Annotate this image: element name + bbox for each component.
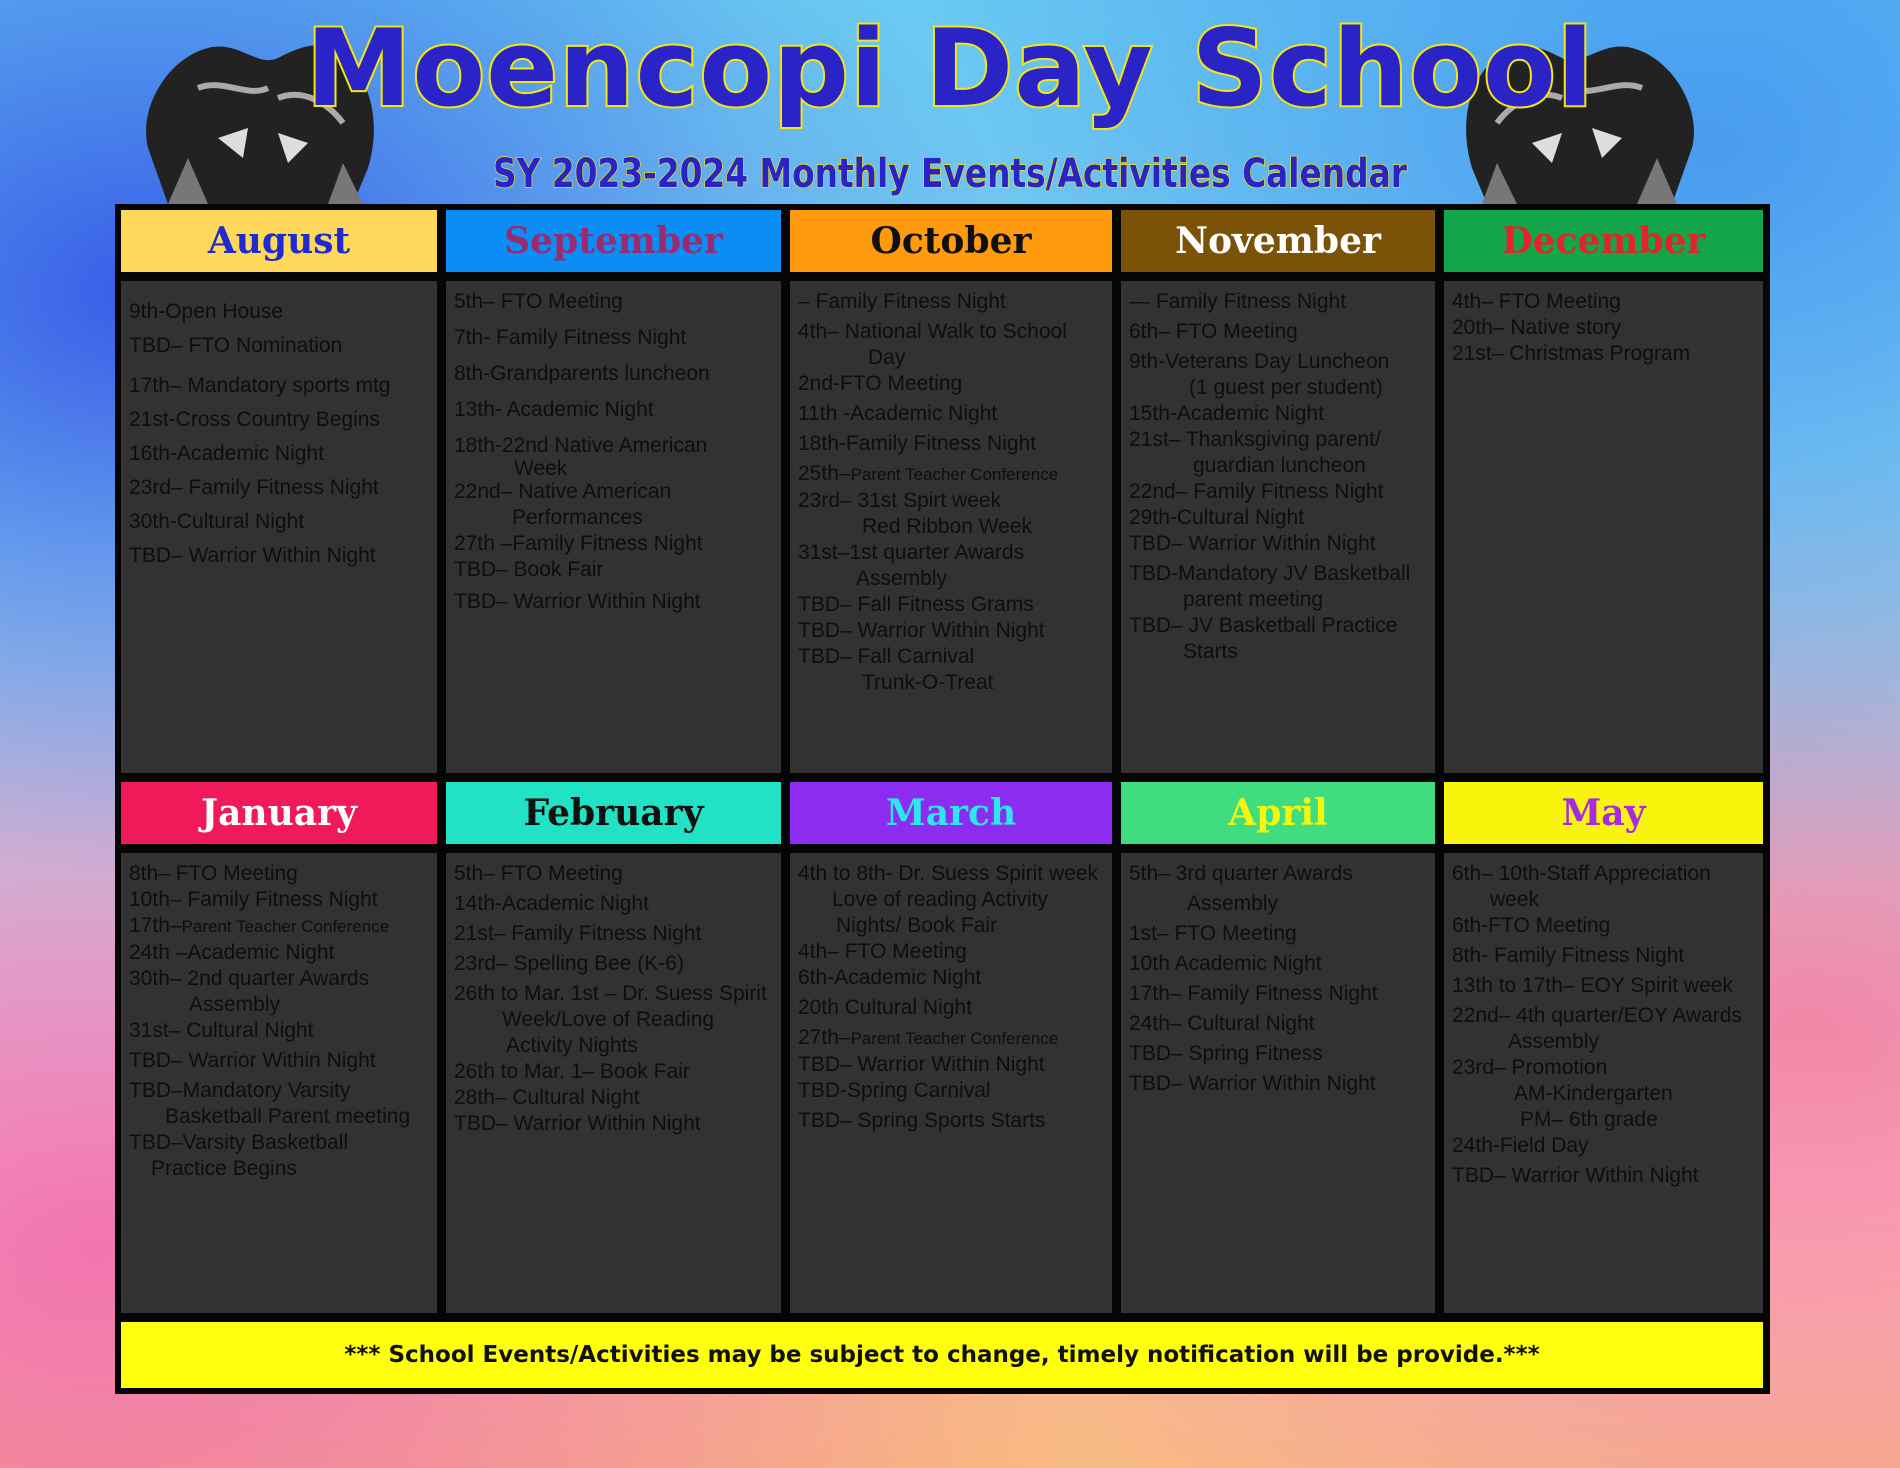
event-item: 26th to Mar. 1– Book Fair <box>454 1060 690 1083</box>
event-item: 31st–1st quarter Awards <box>798 541 1025 564</box>
month-events-september <box>446 281 781 773</box>
event-item: TBD– Book Fair <box>454 558 604 581</box>
event-item-continued: Assembly <box>1187 892 1279 915</box>
event-item: 7th- Family Fitness Night <box>454 326 687 349</box>
event-item: TBD–Varsity Basketball <box>129 1131 349 1154</box>
event-item-continued: Assembly <box>1508 1030 1600 1053</box>
event-item: TBD– Fall Fitness Grams <box>798 593 1034 616</box>
event-item-continued: Starts <box>1183 640 1238 663</box>
event-item: 21st-Cross Country Begins <box>129 408 380 431</box>
event-item: 24th-Field Day <box>1452 1134 1589 1157</box>
event-item: 21st– Family Fitness Night <box>454 922 702 945</box>
event-item-continued: Love of reading Activity <box>832 888 1048 911</box>
event-item: 31st– Cultural Night <box>129 1019 314 1042</box>
event-item: TBD– Warrior Within Night <box>129 544 376 567</box>
event-item: TBD– Warrior Within Night <box>798 619 1045 642</box>
event-item-continued: Nights/ Book Fair <box>836 914 998 937</box>
month-events-october <box>790 281 1112 773</box>
event-item: 15th-Academic Night <box>1129 402 1324 425</box>
event-item: 8th– FTO Meeting <box>129 862 298 885</box>
event-item: 27th– <box>798 1026 851 1049</box>
month-events-august <box>121 281 437 773</box>
event-item: TBD– Spring Fitness <box>1129 1042 1323 1065</box>
event-item-continued: Assembly <box>856 567 948 590</box>
event-item: 4th– FTO Meeting <box>798 940 967 963</box>
month-header-april: April <box>1121 782 1435 844</box>
event-item: 17th– <box>129 914 182 937</box>
event-item: 18th-22nd Native American <box>454 434 708 457</box>
event-item-continued: Basketball Parent meeting <box>165 1105 411 1128</box>
event-item-continued: PM– 6th grade <box>1520 1108 1658 1131</box>
event-item: 5th– FTO Meeting <box>454 862 623 885</box>
event-item: 6th-Academic Night <box>798 966 982 989</box>
event-item-continued: AM-Kindergarten <box>1514 1082 1673 1105</box>
month-events-november <box>1121 281 1435 773</box>
event-item-continued: Day <box>868 346 906 369</box>
event-item-detail: Parent Teacher Conference <box>850 1029 1059 1048</box>
event-item: 21st– Thanksgiving parent/ <box>1129 428 1381 451</box>
event-item: 29th-Cultural Night <box>1129 506 1305 529</box>
event-item-continued: guardian luncheon <box>1193 454 1366 477</box>
event-item: TBD– Warrior Within Night <box>454 1112 701 1135</box>
event-item: – Family Fitness Night <box>798 290 1006 313</box>
page-subtitle: SY 2023-2024 Monthly Events/Activities Calendar <box>493 151 1407 197</box>
month-header-september: September <box>446 210 781 272</box>
month-header-january: January <box>121 782 437 844</box>
event-item: 20th– Native story <box>1452 316 1622 339</box>
event-item: 11th -Academic Night <box>798 402 998 425</box>
event-item-continued: week <box>1490 888 1540 911</box>
event-item: 27th –Family Fitness Night <box>454 532 703 555</box>
event-item: TBD– Fall Carnival <box>798 645 975 668</box>
event-item: 2nd-FTO Meeting <box>798 372 963 395</box>
event-item: 23rd– Spelling Bee (K-6) <box>454 952 684 975</box>
event-item-continued: Activity Nights <box>506 1034 638 1057</box>
month-header-august: August <box>121 210 437 272</box>
event-item: 6th– 10th-Staff Appreciation <box>1452 862 1711 885</box>
event-item: 17th– Family Fitness Night <box>1129 982 1378 1005</box>
event-item: 10th– Family Fitness Night <box>129 888 378 911</box>
event-item: TBD– Warrior Within Night <box>1129 1072 1376 1095</box>
event-item: TBD– Warrior Within Night <box>129 1049 376 1072</box>
event-item: 25th– <box>798 462 851 485</box>
page-title: Moencopi Day School <box>305 7 1595 130</box>
event-item: 23rd– Promotion <box>1452 1056 1608 1079</box>
event-item: TBD– Warrior Within Night <box>454 590 701 613</box>
event-item: 22nd– Family Fitness Night <box>1129 480 1384 503</box>
event-item: 5th– FTO Meeting <box>454 290 623 313</box>
event-item: 6th– FTO Meeting <box>1129 320 1298 343</box>
month-header-may: May <box>1444 782 1763 844</box>
event-item: — Family Fitness Night <box>1129 290 1347 313</box>
footer-notice: *** School Events/Activities may be subject to change, timely notification will be provide.*** <box>121 1322 1763 1388</box>
month-header-march: March <box>790 782 1112 844</box>
event-item: 18th-Family Fitness Night <box>798 432 1037 455</box>
month-events-march <box>790 853 1112 1313</box>
event-item: 22nd– Native American <box>454 480 672 503</box>
event-item: 22nd– 4th quarter/EOY Awards <box>1452 1004 1742 1027</box>
event-item: TBD– Warrior Within Night <box>1452 1164 1699 1187</box>
event-item: 26th to Mar. 1st – Dr. Suess Spirit <box>454 982 767 1005</box>
event-item: TBD– JV Basketball Practice <box>1129 614 1398 637</box>
event-item-detail: Parent Teacher Conference <box>850 465 1059 484</box>
calendar-grid <box>115 204 1770 1394</box>
event-item: 6th-FTO Meeting <box>1452 914 1611 937</box>
event-item: TBD– Warrior Within Night <box>798 1053 1045 1076</box>
event-item: 5th– 3rd quarter Awards <box>1129 862 1353 885</box>
event-item: 16th-Academic Night <box>129 442 324 465</box>
event-item: TBD– Spring Sports Starts <box>798 1109 1046 1132</box>
event-item: 30th– 2nd quarter Awards <box>129 967 370 990</box>
event-item: 14th-Academic Night <box>454 892 649 915</box>
event-item: 30th-Cultural Night <box>129 510 305 533</box>
event-item-continued: Assembly <box>189 993 281 1016</box>
event-item: 4th– FTO Meeting <box>1452 290 1621 313</box>
event-item: 8th- Family Fitness Night <box>1452 944 1685 967</box>
event-item: TBD-Mandatory JV Basketball <box>1129 562 1411 585</box>
event-item-continued: Week/Love of Reading <box>502 1008 715 1031</box>
month-header-december: December <box>1444 210 1763 272</box>
event-item-continued: Red Ribbon Week <box>862 515 1033 538</box>
event-item: 9th-Veterans Day Luncheon <box>1129 350 1390 373</box>
month-header-october: October <box>790 210 1112 272</box>
event-item: TBD-Spring Carnival <box>798 1079 991 1102</box>
event-item: 20th Cultural Night <box>798 996 972 1019</box>
month-header-february: February <box>446 782 781 844</box>
month-events-april <box>1121 853 1435 1313</box>
event-item: 28th– Cultural Night <box>454 1086 640 1109</box>
event-item: 21st– Christmas Program <box>1452 342 1691 365</box>
month-header-november: November <box>1121 210 1435 272</box>
event-item-continued: Trunk-O-Treat <box>862 671 994 694</box>
event-item: TBD– FTO Nomination <box>129 334 343 357</box>
event-item: 23rd– 31st Spirt week <box>798 489 1002 512</box>
event-item-continued: Week <box>514 457 568 480</box>
month-events-may <box>1444 853 1763 1313</box>
event-item: 24th– Cultural Night <box>1129 1012 1315 1035</box>
event-item-continued: Performances <box>512 506 643 529</box>
event-item-continued: parent meeting <box>1183 588 1324 611</box>
event-item: 17th– Mandatory sports mtg <box>129 374 391 397</box>
month-events-january <box>121 853 437 1313</box>
event-item: 9th-Open House <box>129 300 284 323</box>
event-item: TBD–Mandatory Varsity <box>129 1079 351 1102</box>
event-item-continued: (1 guest per student) <box>1189 376 1383 399</box>
event-item: 23rd– Family Fitness Night <box>129 476 379 499</box>
event-item: 4th to 8th- Dr. Suess Spirit week <box>798 862 1098 885</box>
event-item: 10th Academic Night <box>1129 952 1322 975</box>
event-item: 13th- Academic Night <box>454 398 654 421</box>
month-events-december <box>1444 281 1763 773</box>
event-item: 4th– National Walk to School <box>798 320 1067 343</box>
event-item-detail: Parent Teacher Conference <box>181 917 390 936</box>
month-events-february <box>446 853 781 1313</box>
event-item: 24th –Academic Night <box>129 941 335 964</box>
event-item: 13th to 17th– EOY Spirit week <box>1452 974 1733 997</box>
event-item: 1st– FTO Meeting <box>1129 922 1297 945</box>
event-item: TBD– Warrior Within Night <box>1129 532 1376 555</box>
event-item: 8th-Grandparents luncheon <box>454 362 710 385</box>
event-item-continued: Practice Begins <box>151 1157 297 1180</box>
